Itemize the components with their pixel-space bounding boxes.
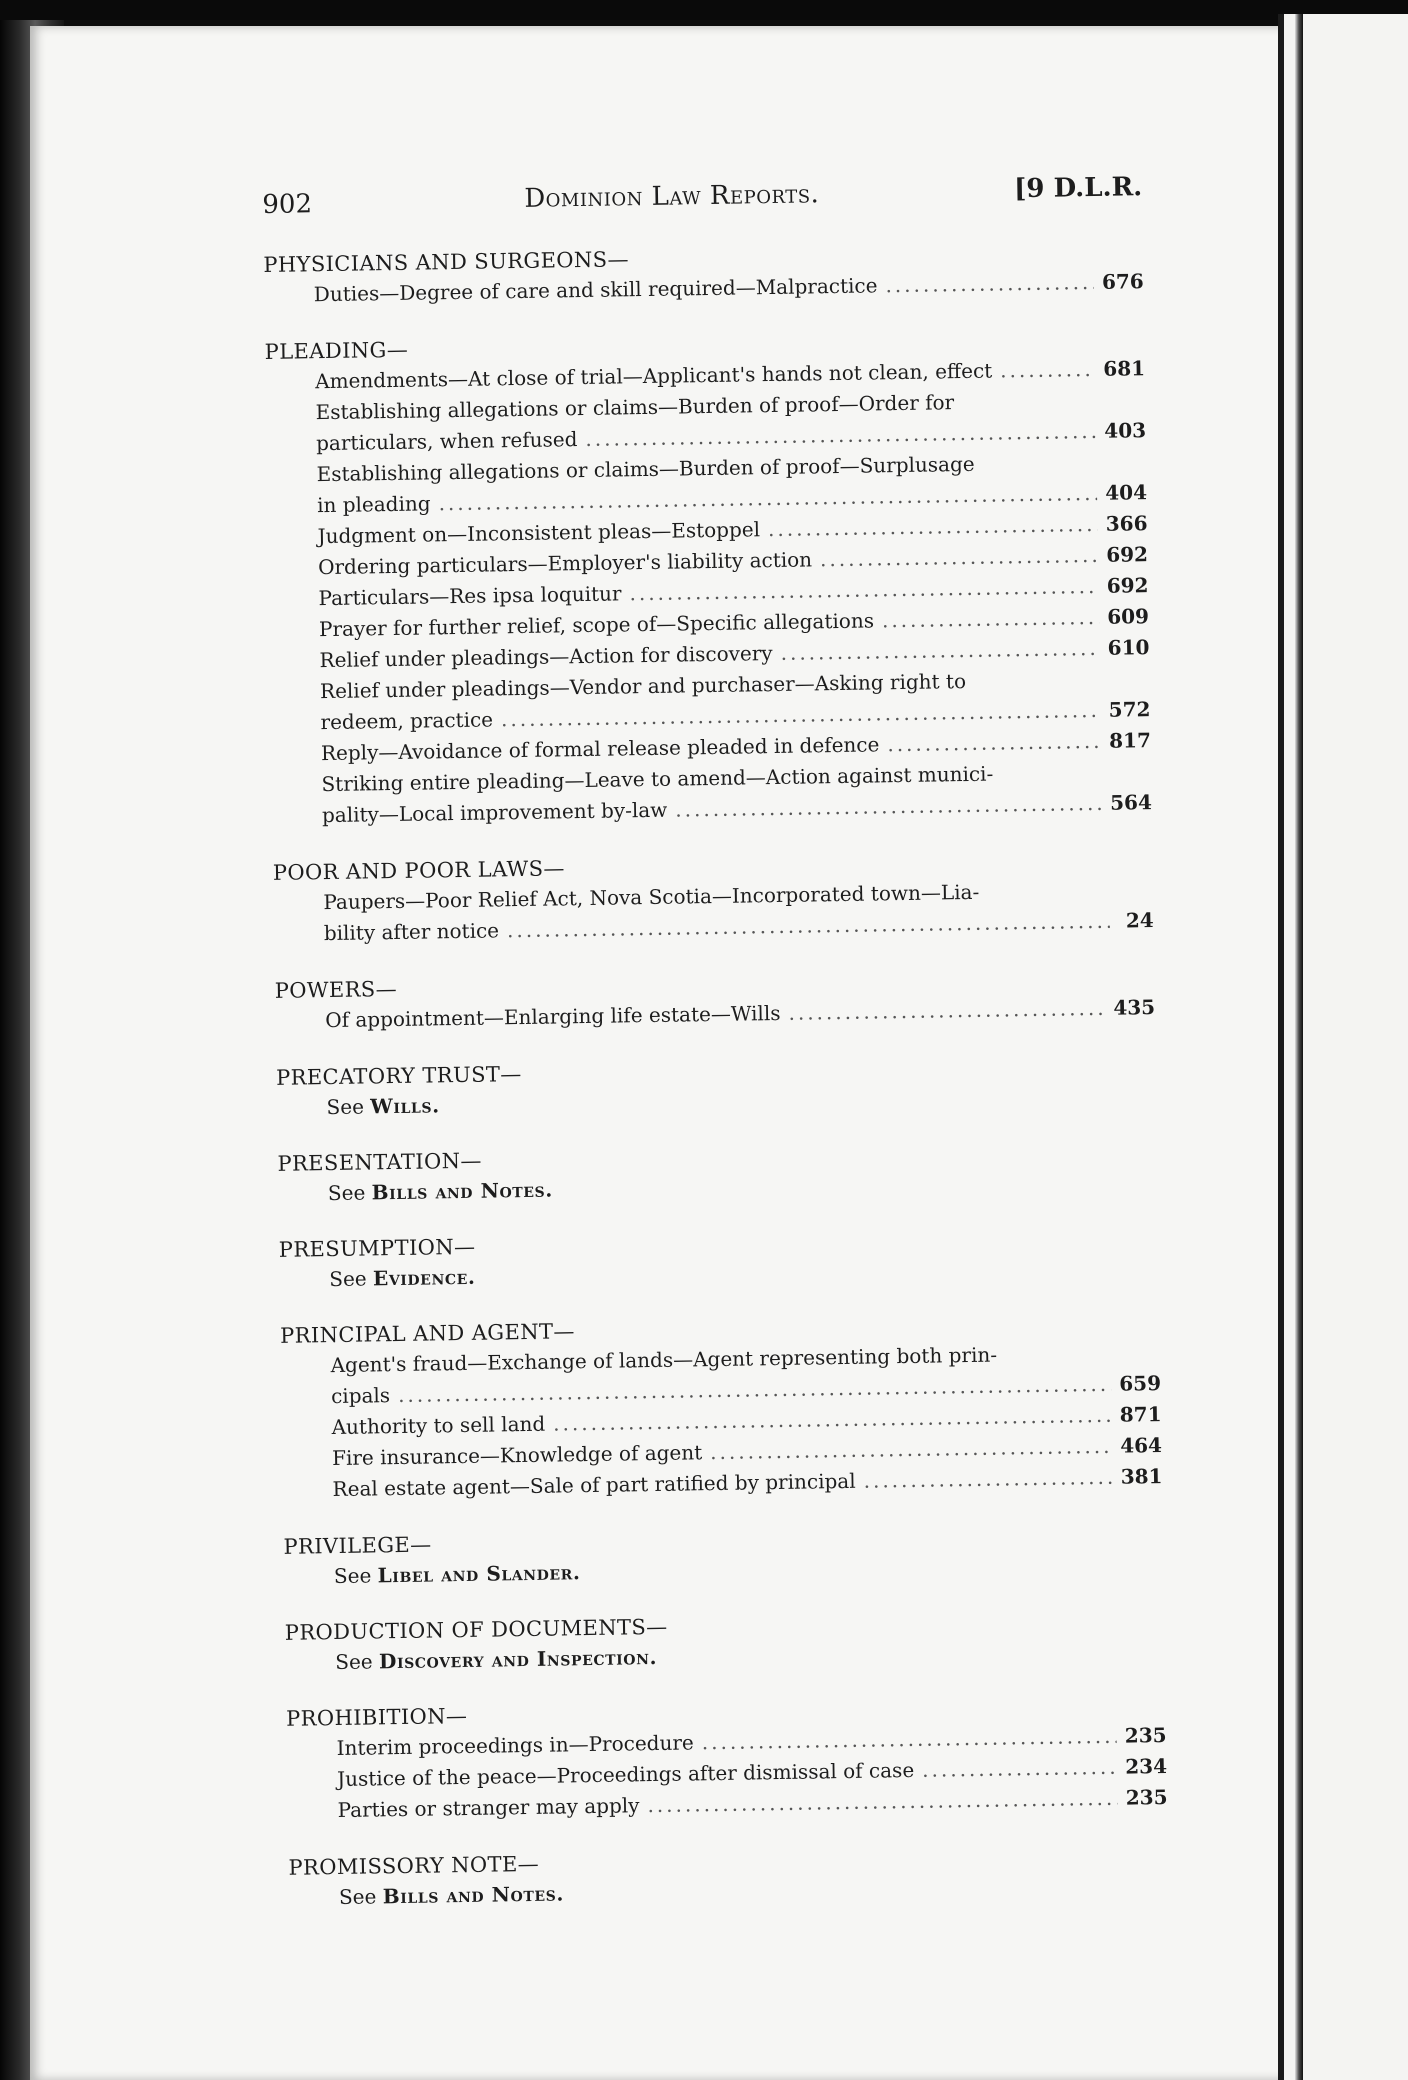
section-heading: PROHIBITION— xyxy=(285,1703,468,1731)
entry-page-number: 435 xyxy=(1113,995,1156,1020)
section-heading: PRESENTATION— xyxy=(277,1148,482,1176)
index-entry xyxy=(315,384,1146,459)
entry-page-number: 610 xyxy=(1107,635,1150,660)
entry-page-number: 692 xyxy=(1106,573,1149,598)
index-page-content xyxy=(262,166,1169,1913)
entry-page-number: 572 xyxy=(1108,697,1151,722)
index-section xyxy=(277,1135,1158,1209)
section-heading: PRIVILEGE— xyxy=(283,1532,432,1559)
dot-leader xyxy=(788,993,1105,1029)
see-label: See xyxy=(333,1563,372,1589)
section-heading: PRECATORY TRUST— xyxy=(275,1062,522,1090)
entry-text: Relief under pleadings—Action for discovery xyxy=(319,641,773,673)
index-section xyxy=(285,1604,1166,1678)
entry-text-lead: Paupers—Poor Relief Act, Nova Scotia—Incorporated town—Lia- xyxy=(323,879,980,915)
dot-leader xyxy=(675,788,1102,826)
entry-text: pality—Local improvement by-law xyxy=(321,797,668,828)
entry-page-number: 235 xyxy=(1124,1722,1167,1748)
entry-text: Duties—Degree of care and skill required—Malpractice xyxy=(313,273,878,307)
index-section xyxy=(276,1049,1157,1123)
facing-page-shadow xyxy=(1278,14,1284,2080)
index-section xyxy=(275,962,1156,1037)
entry-text: Interim proceedings in—Procedure xyxy=(336,1730,694,1761)
entry-page-number: 234 xyxy=(1125,1753,1168,1779)
entry-text: in pleading xyxy=(316,491,431,518)
entry-text-lead: Establishing allegations or claims—Burden of proof—Order for xyxy=(315,390,955,425)
index-section xyxy=(279,1221,1160,1295)
dot-leader xyxy=(922,1752,1118,1786)
dot-leader xyxy=(1000,354,1096,386)
section-heading: PHYSICIANS AND SURGEONS— xyxy=(263,247,630,277)
running-title: Dominion Law Reports. xyxy=(524,179,820,214)
entry-page-number: 404 xyxy=(1105,480,1148,505)
entry-text: redeem, practice xyxy=(320,707,494,735)
page-gutter xyxy=(1295,14,1303,2080)
see-target: Bills and Notes. xyxy=(371,1177,554,1205)
entry-page-number: 609 xyxy=(1107,604,1150,629)
entry-page-number: 381 xyxy=(1120,1464,1163,1489)
entry-page-number: 403 xyxy=(1104,418,1147,443)
entry-page-number: 817 xyxy=(1108,728,1152,753)
volume-reference: [9 D.L.R. xyxy=(1013,172,1143,205)
entry-text-lead: Establishing allegations or claims—Burden of proof—Surplusage xyxy=(316,451,975,487)
index-section xyxy=(263,236,1144,311)
index-sections xyxy=(263,236,1169,1913)
section-heading: PRESUMPTION— xyxy=(278,1234,476,1262)
entry-page-number: 871 xyxy=(1119,1402,1162,1427)
entry-page-number: 676 xyxy=(1101,269,1144,294)
entry-page-number: 366 xyxy=(1105,511,1148,536)
entry-text: Parties or stranger may apply xyxy=(337,1793,640,1823)
section-heading: POOR AND POOR LAWS— xyxy=(272,856,566,885)
dot-leader xyxy=(887,726,1101,760)
see-target: Bills and Notes. xyxy=(382,1881,565,1909)
entry-text: bility after notice xyxy=(323,918,500,946)
index-section xyxy=(283,1518,1164,1592)
entry-page-number: 24 xyxy=(1125,908,1154,933)
see-target: Wills. xyxy=(370,1093,440,1119)
index-entry xyxy=(323,874,1154,949)
dot-leader xyxy=(780,633,1100,669)
entry-page-number: 681 xyxy=(1103,356,1146,381)
see-label: See xyxy=(329,1266,367,1292)
entry-text: cipals xyxy=(330,1383,391,1409)
index-section xyxy=(264,323,1152,832)
section-heading: PROMISSORY NOTE— xyxy=(288,1851,540,1880)
entry-text: Justice of the peace—Proceedings after dismissal of case xyxy=(336,1757,915,1792)
see-target: Libel and Slander. xyxy=(377,1560,581,1588)
see-label: See xyxy=(338,1884,377,1910)
dot-leader xyxy=(882,602,1100,636)
index-entry xyxy=(321,756,1152,831)
entry-page-number: 564 xyxy=(1109,790,1153,815)
see-label: See xyxy=(335,1649,373,1675)
index-section xyxy=(280,1307,1163,1506)
entry-text: Real estate agent—Sale of part ratified by principal xyxy=(332,1468,856,1502)
entry-page-number: 692 xyxy=(1106,542,1149,567)
see-target: Evidence. xyxy=(372,1264,476,1291)
entry-text: Judgment on—Inconsistent pleas—Estoppel xyxy=(317,517,761,549)
index-section xyxy=(273,844,1154,950)
entry-text: Particulars—Res ipsa loquitur xyxy=(318,581,622,611)
see-target: Discovery and Inspection. xyxy=(378,1644,658,1674)
entry-text: Amendments—At close of trial—Applicant's hands not clean, effect xyxy=(314,358,993,394)
dot-leader xyxy=(768,509,1098,545)
dot-leader xyxy=(885,267,1094,301)
dot-leader xyxy=(647,1783,1118,1821)
entry-text-lead: Striking entire pleading—Leave to amend—Action against munici- xyxy=(321,761,994,797)
see-label: See xyxy=(327,1180,366,1206)
entry-text-lead: Relief under pleadings—Vendor and purchaser—Asking right to xyxy=(319,669,967,704)
section-heading: PLEADING— xyxy=(264,337,409,364)
entry-text: particulars, when refused xyxy=(315,427,578,456)
entry-page-number: 464 xyxy=(1120,1433,1163,1458)
entry-text: Ordering particulars—Employer's liability action xyxy=(317,547,813,580)
scan-top-border xyxy=(0,0,1408,20)
entry-page-number: 659 xyxy=(1119,1371,1162,1396)
see-label: See xyxy=(326,1094,365,1120)
dot-leader xyxy=(820,540,1099,575)
entry-text: Authority to sell land xyxy=(331,1411,546,1440)
entry-text: Of appointment—Enlarging life estate—Wills xyxy=(325,1000,781,1033)
section-heading: PRINCIPAL AND AGENT— xyxy=(279,1319,575,1348)
entry-text: Fire insurance—Knowledge of agent xyxy=(331,1440,703,1471)
page-number: 902 xyxy=(262,189,313,220)
entry-text: Reply—Avoidance of formal release pleaded in defence xyxy=(320,732,880,766)
entry-text: Prayer for further relief, scope of—Specific allegations xyxy=(318,608,875,642)
section-heading: POWERS— xyxy=(274,976,398,1003)
dot-leader xyxy=(863,1462,1113,1497)
index-section xyxy=(286,1690,1168,1827)
entry-page-number: 235 xyxy=(1125,1784,1168,1810)
entry-text-lead: Agent's fraud—Exchange of lands—Agent representing both prin- xyxy=(330,1342,998,1378)
section-heading: PRODUCTION OF DOCUMENTS— xyxy=(284,1614,668,1645)
